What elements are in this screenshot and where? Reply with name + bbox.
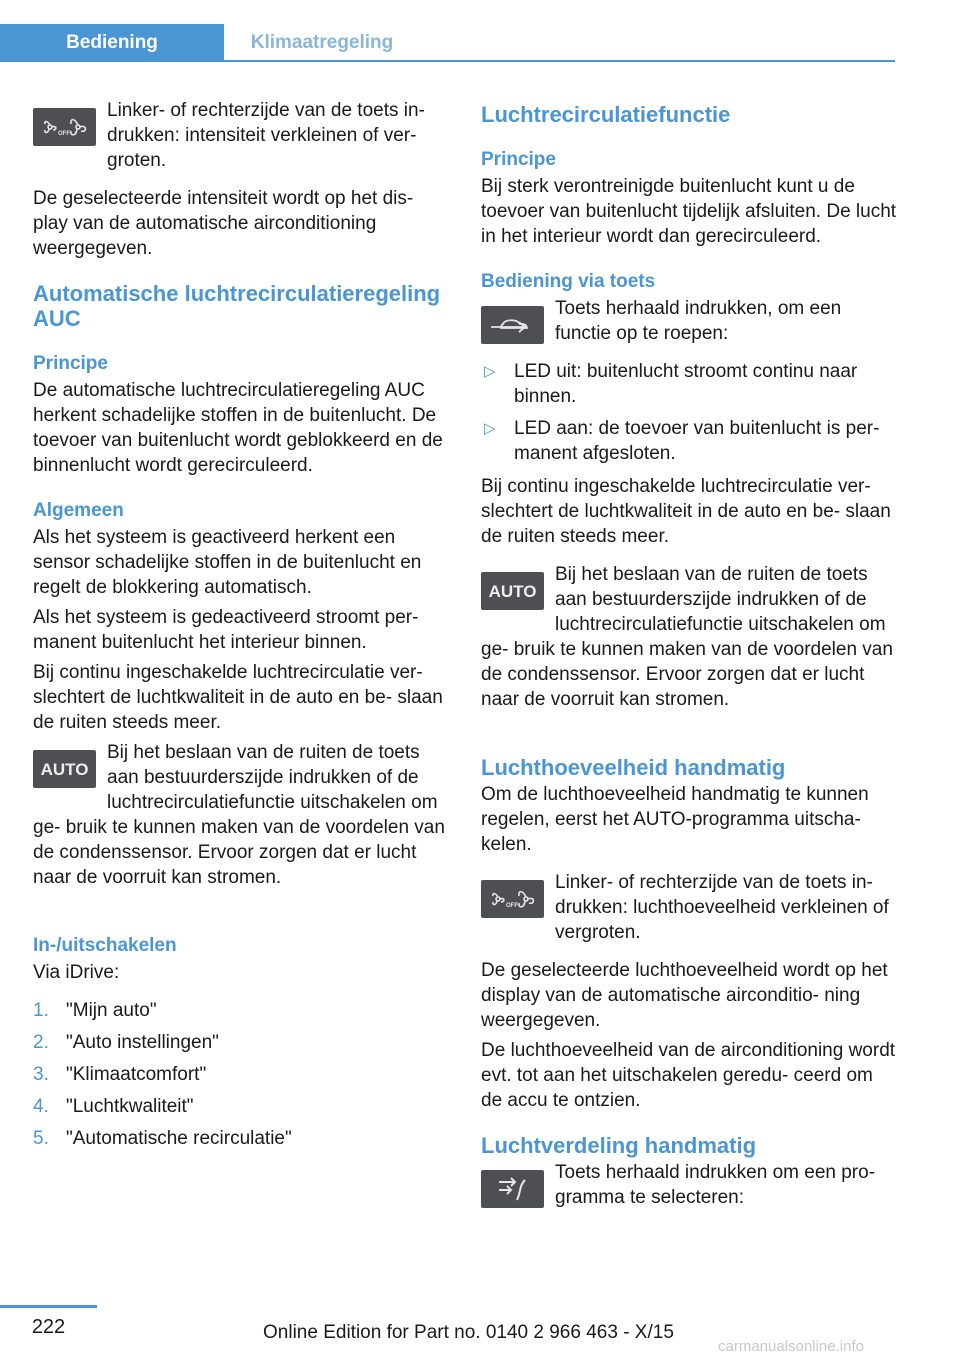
heading-algemeen: Algemeen — [33, 500, 124, 521]
luchthoeveelheid-toets: Linker- of rechterzijde van de toets in- drukken: luchthoeveelheid verkleinen of vergroten. — [555, 872, 889, 943]
auc-principe-text: De automatische luchtrecirculatieregeling AUC herkent schadelijke stoffen in de buitenlucht. De toevoer van buitenlucht wordt geblokkeerd en de binnenlucht wordt gerecirculeerd. — [33, 380, 443, 476]
step-text: "Automatische recirculatie" — [66, 1128, 292, 1149]
luchthoeveelheid-intro: Om de luchthoeveelheid handmatig te kunnen regelen, eerst het AUTO-programma uitscha- kelen. — [481, 784, 869, 855]
tab-klimaatregeling[interactable]: Klimaatregeling — [250, 32, 394, 53]
fan-button-icon — [481, 880, 544, 918]
toets-instruction: Toets herhaald indrukken, om een functie op te roepen: — [555, 298, 842, 344]
heading-principe-recirc: Principe — [481, 149, 556, 170]
intensity-instruction: Linker- of rechterzijde van de toets in- drukken: intensiteit verkleinen of ver- groten. — [107, 100, 425, 171]
header-bar — [0, 0, 895, 62]
step-text: "Mijn auto" — [66, 1000, 157, 1021]
triangle-icon: ▷ — [484, 420, 496, 437]
header-divider — [224, 60, 895, 62]
heading-bediening-via-toets: Bediening via toets — [481, 271, 656, 292]
tab-bediening[interactable]: Bediening — [0, 24, 224, 62]
led-bullets — [481, 359, 897, 466]
auto-button-icon: AUTO — [33, 750, 96, 788]
luchthoeveelheid-accu: De luchthoeveelheid van de airconditioning wordt evt. tot aan het uitschakelen geredu- ceerd om de accu te ontzien. — [481, 1040, 896, 1111]
heading-in-uitschakelen: In-/uitschakelen — [33, 935, 177, 956]
watermark: carmanualsonline.info — [718, 1338, 864, 1355]
auto-instruction: Bij het beslaan van de ruiten de toets aan bestuurderszijde indrukken of de luchtrecirculatiefunctie uitschakelen om ge- bruik te kunnen maken van de voordelen van de condenssensor. Ervoor zorgen dat er lucht naar de voorruit kan stromen. — [33, 742, 445, 888]
page-number: 222 — [31, 1316, 66, 1338]
recirc-warning: Bij continu ingeschakelde luchtrecirculatie ver- slechtert de luchtkwaliteit in de auto en be- slaan de ruiten steeds meer. — [481, 476, 891, 547]
intensity-display-note: De geselecteerde intensiteit wordt op het dis- play van de automatische airconditioning weergegeven. — [33, 188, 414, 259]
triangle-icon: ▷ — [484, 363, 496, 380]
bullet-text: LED uit: buitenlucht stroomt continu naar binnen. — [514, 361, 858, 407]
list-item — [33, 1126, 449, 1151]
step-number: 1. — [33, 1000, 49, 1021]
footer-divider — [0, 1305, 97, 1308]
svg-text:OFF: OFF — [57, 131, 70, 137]
step-text: "Klimaatcomfort" — [66, 1064, 207, 1085]
auto-button-icon: AUTO — [481, 572, 544, 610]
luchtverdeling-text: Toets herhaald indrukken om een pro- gramma te selecteren: — [555, 1162, 876, 1208]
svg-text:OFF: OFF — [505, 903, 518, 909]
algemeen-paragraph-1: Als het systeem is geactiveerd herkent een sensor schadelijke stoffen in de buitenlucht en regelt de blokkering automatisch. — [33, 527, 422, 598]
bullet-text: LED aan: de toevoer van buitenlucht is per- manent afgesloten. — [514, 418, 880, 464]
edition-text: Online Edition for Part no. 0140 2 966 463 - X/15 — [263, 1322, 674, 1343]
air-distribution-button-icon — [481, 1170, 544, 1208]
recirculation-button-icon — [481, 306, 544, 344]
step-number: 4. — [33, 1096, 49, 1117]
list-item — [33, 1030, 449, 1055]
fan-button-icon — [33, 108, 96, 146]
auto-instruction: Bij het beslaan van de ruiten de toets aan bestuurderszijde indrukken of de luchtrecirculatiefunctie uitschakelen om ge- bruik te kunnen maken van de voordelen van de condenssensor. Ervoor zorgen dat er lucht naar de voorruit kan stromen. — [481, 564, 893, 710]
left-column — [33, 98, 449, 1159]
step-number: 3. — [33, 1064, 49, 1085]
heading-principe: Principe — [33, 353, 108, 374]
step-text: "Auto instellingen" — [66, 1032, 219, 1053]
step-number: 2. — [33, 1032, 49, 1053]
step-text: "Luchtkwaliteit" — [66, 1096, 194, 1117]
heading-luchtrecirculatiefunctie: Luchtrecirculatiefunctie — [481, 102, 731, 127]
recirc-principe-text: Bij sterk verontreinigde buitenlucht kunt u de toevoer van buitenlucht tijdelijk afsluiten. De lucht in het interieur wordt dan gerecirculeerd. — [481, 176, 897, 247]
heading-luchthoeveelheid: Luchthoeveelheid handmatig — [481, 755, 786, 780]
algemeen-paragraph-2: Als het systeem is gedeactiveerd stroomt per- manent buitenlucht het interieur binnen. — [33, 607, 419, 653]
list-item — [33, 1062, 449, 1087]
right-column — [481, 98, 897, 1223]
heading-auc: Automatische luchtrecirculatieregeling AUC — [33, 281, 441, 331]
heading-luchtverdeling: Luchtverdeling handmatig — [481, 1133, 757, 1158]
idrive-steps — [33, 998, 449, 1151]
list-item — [33, 998, 449, 1023]
step-number: 5. — [33, 1128, 49, 1149]
luchthoeveelheid-display: De geselecteerde luchthoeveelheid wordt op het display van de automatische airconditio- ning weergegeven. — [481, 960, 888, 1031]
list-item — [33, 1094, 449, 1119]
list-item — [481, 359, 897, 409]
list-item — [481, 416, 897, 466]
algemeen-paragraph-3: Bij continu ingeschakelde luchtrecirculatie ver- slechtert de luchtkwaliteit in de auto en be- slaan de ruiten steeds meer. — [33, 662, 443, 733]
via-idrive: Via iDrive: — [33, 962, 120, 983]
